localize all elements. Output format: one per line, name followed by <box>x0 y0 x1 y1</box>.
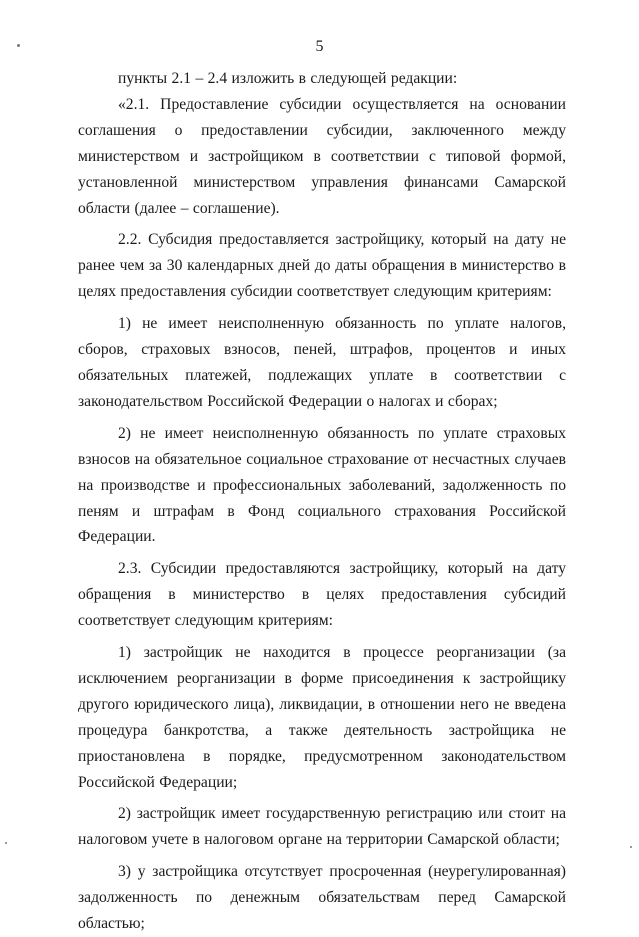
paragraph-2-3-item-3: 3) у застройщика отсутствует просроченная (неурегулированная) задолженность по денежным обязательствам перед Самарской областью; <box>78 863 566 933</box>
paragraph-2-2-item-2: 2) не имеет неисполненную обязанность по уплате страховых взносов на обязательное социальное страхование от несчастных случаев на производстве и профессиональных заболеваний, задолженность по пеням и штрафам в Фонд социального страхования Российской Федерации. <box>78 424 566 546</box>
paragraph-2-2-item-1: 1) не имеет неисполненную обязанность по уплате налогов, сборов, страховых взносов, пеней, штрафов, процентов и иных обязательных платежей, подлежащих уплате в соответствии с законодательством Российской Федерации о налогах и сборах; <box>78 315 566 410</box>
paragraph-2-2: 2.2. Субсидия предоставляется застройщику, который на дату не ранее чем за 30 календарных дней до даты обращения в министерство в целях предоставления субсидии соответствует следующим критериям: <box>78 231 566 301</box>
paragraph-2-3-item-2: 2) застройщик имеет государственную регистрацию или стоит на налоговом учете в налоговом органе на территории Самарской области; <box>78 805 566 849</box>
paragraph-intro: пункты 2.1 – 2.4 изложить в следующей редакции: <box>118 70 458 87</box>
scan-speck <box>5 842 7 844</box>
page-number: 5 <box>315 38 324 55</box>
scan-speck <box>630 846 632 848</box>
paragraph-2-3: 2.3. Субсидии предоставляются застройщику, который на дату обращения в министерство в целях предоставления субсидий соответствует следующим критериям: <box>78 560 566 630</box>
paragraph-2-1: «2.1. Предоставление субсидии осуществляется на основании соглашения о предоставлении субсидии, заключенного между министерством и застройщиком в соответствии с типовой формой, установленной министерством управления финансами Самарской области (далее – соглашение). <box>78 95 566 217</box>
paragraph-2-3-item-1: 1) застройщик не находится в процессе реорганизации (за исключением реорганизации в форме присоединения к застройщику другого юридического лица), ликвидации, в отношении него не введена процедура банкротства, а также деятельность застройщика не приостановлена в порядке, предусмотренном законодательством Российской Федерации; <box>78 644 566 791</box>
document-body <box>78 66 566 937</box>
scan-speck <box>17 44 20 47</box>
